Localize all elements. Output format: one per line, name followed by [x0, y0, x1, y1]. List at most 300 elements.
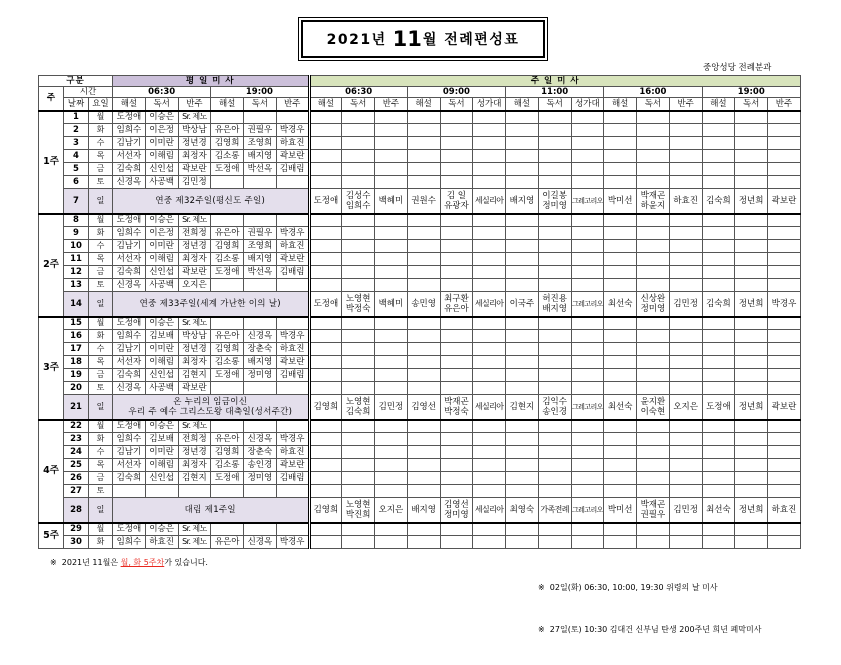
sunday-0900-commentary-cell: 김영선 — [407, 395, 440, 420]
date-cell: 4 — [64, 150, 89, 163]
sunday-1600-accompaniment-cell — [669, 150, 702, 163]
weekday-1900-reading-cell — [244, 176, 277, 189]
weekday-1900-reading-cell — [244, 382, 277, 395]
sunday-0630-accompaniment-cell — [375, 523, 408, 536]
sunday-0900-reading-cell — [440, 356, 473, 369]
sunday-0900-choir-cell — [473, 356, 506, 369]
weekday-1900-accompaniment-cell: 박경우 — [276, 536, 309, 549]
sunday-1600-commentary-cell — [604, 330, 637, 343]
weekday-row — [39, 111, 801, 124]
sunday-1100-reading-cell — [538, 317, 571, 330]
sunday-0900-commentary-cell — [407, 536, 440, 549]
fifth-week-highlight: 월, 화 5주차 — [120, 558, 165, 567]
day-cell: 수 — [89, 446, 113, 459]
sunday-0630-reading-cell — [342, 240, 375, 253]
sunday-1900-accompaniment-cell — [768, 150, 801, 163]
sunday-1100-commentary-cell: 김현지 — [506, 395, 539, 420]
weekday-1900-accompaniment-cell: 곽보란 — [276, 459, 309, 472]
sunday-1600-reading-cell — [637, 253, 670, 266]
sunday-1600-accompaniment-cell — [669, 176, 702, 189]
header-sunday-role-commentary: 해설 — [506, 98, 539, 111]
sunday-1600-accompaniment-cell — [669, 446, 702, 459]
sunday-0630-accompaniment-cell — [375, 253, 408, 266]
day-cell: 일 — [89, 189, 113, 214]
sunday-1100-commentary-cell — [506, 137, 539, 150]
sunday-1900-accompaniment-cell — [768, 523, 801, 536]
header-day: 요일 — [89, 98, 113, 111]
sunday-1100-choir-cell — [571, 420, 604, 433]
sunday-1100-choir-cell: 그레고리오 — [571, 498, 604, 523]
weekday-1900-reading-cell: 권필우 — [244, 124, 277, 137]
weekday-row — [39, 382, 801, 395]
sunday-0900-commentary-cell — [407, 343, 440, 356]
sunday-1600-commentary-cell — [604, 111, 637, 124]
sunday-0900-reading-cell — [440, 150, 473, 163]
sunday-0630-accompaniment-cell: 김민정 — [375, 395, 408, 420]
weekday-1900-accompaniment-cell: 박경우 — [276, 227, 309, 240]
name-line: 김성수 — [345, 190, 371, 201]
sunday-1600-accompaniment-cell — [669, 124, 702, 137]
weekday-0630-reading-cell: 신인섭 — [145, 163, 178, 176]
sunday-0630-reading-cell — [342, 446, 375, 459]
name-line: 박재곤 — [640, 499, 666, 510]
sunday-0900-choir-cell: 세실리아 — [473, 498, 506, 523]
sunday-1100-reading-cell — [538, 137, 571, 150]
sunday-0630-accompaniment-cell — [375, 536, 408, 549]
title-month: 11 — [392, 27, 422, 51]
weekday-row — [39, 420, 801, 433]
weekday-1900-accompaniment-cell: 하효진 — [276, 446, 309, 459]
sunday-0900-choir-cell — [473, 536, 506, 549]
sunday-1600-commentary-cell — [604, 459, 637, 472]
weekday-1900-accompaniment-cell: 김배림 — [276, 163, 309, 176]
sunday-1600-reading-cell — [637, 124, 670, 137]
header-sunday-role-reading: 독서 — [440, 98, 473, 111]
sunday-0630-accompaniment-cell — [375, 446, 408, 459]
sunday-1100-commentary-cell: 최영숙 — [506, 498, 539, 523]
sunday-1900-reading-cell — [735, 240, 768, 253]
sunday-1900-reading-cell: 정년희 — [735, 498, 768, 523]
weekday-row — [39, 317, 801, 330]
header-sunday-role-commentary: 해설 — [604, 98, 637, 111]
sunday-0900-reading-cell — [440, 137, 473, 150]
sunday-1600-accompaniment-cell — [669, 369, 702, 382]
weekday-1900-reading-cell: 배지영 — [244, 150, 277, 163]
sunday-0900-choir-cell — [473, 433, 506, 446]
header-sunday-mass: 주 일 미 사 — [309, 76, 800, 87]
weekday-1900-commentary-cell: 유은아 — [211, 124, 244, 137]
name-line: 이길봉 — [542, 190, 567, 201]
day-cell: 금 — [89, 266, 113, 279]
sunday-0900-choir-cell — [473, 124, 506, 137]
header-sunday-time-0900: 09:00 — [407, 87, 505, 98]
date-cell: 7 — [64, 189, 89, 214]
sunday-0630-accompaniment-cell: 오지은 — [375, 498, 408, 523]
sunday-1100-commentary-cell: 배지영 — [506, 189, 539, 214]
sunday-1100-reading-cell — [538, 176, 571, 189]
sunday-1900-accompaniment-cell — [768, 279, 801, 292]
name-line: 이숙현 — [640, 406, 666, 417]
weekday-1900-accompaniment-cell: 박경우 — [276, 433, 309, 446]
name-line: 박정숙 — [444, 406, 469, 417]
weekday-1900-commentary-cell — [211, 279, 244, 292]
sunday-0900-commentary-cell — [407, 356, 440, 369]
date-cell: 30 — [64, 536, 89, 549]
sunday-0900-reading-cell — [440, 330, 473, 343]
header-sunday-role-choir: 성가대 — [571, 98, 604, 111]
sunday-0900-commentary-cell — [407, 279, 440, 292]
weekday-row — [39, 266, 801, 279]
name-line: 박재곤 — [640, 190, 666, 201]
sunday-1900-accompaniment-cell — [768, 343, 801, 356]
sunday-1600-reading-cell — [637, 317, 670, 330]
sunday-1100-commentary-cell — [506, 227, 539, 240]
sunday-row — [39, 395, 801, 420]
sunday-1900-commentary-cell — [702, 253, 735, 266]
weekday-0630-reading-cell: 신인섭 — [145, 472, 178, 485]
sunday-0630-accompaniment-cell — [375, 330, 408, 343]
sunday-1900-accompaniment-cell — [768, 485, 801, 498]
header-category: 구분 — [39, 76, 113, 87]
sunday-1900-reading-cell: 정년희 — [735, 189, 768, 214]
sunday-0630-reading-cell — [342, 523, 375, 536]
date-cell: 18 — [64, 356, 89, 369]
sunday-0630-reading-cell — [342, 395, 375, 420]
sunday-0630-reading-cell — [342, 253, 375, 266]
sunday-0900-choir-cell — [473, 253, 506, 266]
sunday-0630-commentary-cell — [309, 214, 342, 227]
schedule-sheet — [38, 75, 800, 634]
sunday-0900-reading-cell — [440, 395, 473, 420]
sunday-0900-reading-cell — [440, 292, 473, 317]
weekday-0630-commentary-cell: 도정애 — [113, 523, 146, 536]
sunday-1900-reading-cell — [735, 111, 768, 124]
sunday-1900-accompaniment-cell — [768, 536, 801, 549]
day-cell: 금 — [89, 163, 113, 176]
weekday-0630-commentary-cell: 김숙희 — [113, 472, 146, 485]
date-cell: 14 — [64, 292, 89, 317]
weekday-0630-reading-cell: 이해림 — [145, 459, 178, 472]
name-line: 김 일 — [446, 190, 466, 201]
sunday-1600-accompaniment-cell: 김민정 — [669, 292, 702, 317]
sunday-1600-commentary-cell — [604, 227, 637, 240]
weekday-1900-commentary-cell: 도정애 — [211, 163, 244, 176]
feast-title-line: 대림 제1주일 — [184, 504, 236, 515]
sunday-0900-commentary-cell — [407, 240, 440, 253]
weekday-0630-accompaniment-cell: 정년경 — [178, 446, 211, 459]
sunday-1100-choir-cell — [571, 536, 604, 549]
weekday-row — [39, 240, 801, 253]
day-cell: 월 — [89, 214, 113, 227]
sunday-0630-commentary-cell — [309, 124, 342, 137]
sunday-1600-reading-cell — [637, 523, 670, 536]
sunday-0630-reading-cell — [342, 137, 375, 150]
weekday-0630-accompaniment-cell: 오지은 — [178, 279, 211, 292]
sunday-1100-reading-cell — [538, 446, 571, 459]
name-line: 유광자 — [444, 200, 469, 211]
sunday-1600-reading-cell — [637, 330, 670, 343]
sunday-1900-commentary-cell — [702, 317, 735, 330]
date-cell: 3 — [64, 137, 89, 150]
weekday-1900-commentary-cell: 유은아 — [211, 330, 244, 343]
name-line: 권필우 — [640, 509, 666, 520]
sunday-1100-commentary-cell — [506, 420, 539, 433]
sunday-1600-accompaniment-cell — [669, 433, 702, 446]
week-label: 2주 — [39, 214, 64, 317]
sunday-1600-reading-cell — [637, 433, 670, 446]
sunday-1600-accompaniment-cell: 오지은 — [669, 395, 702, 420]
weekday-0630-commentary-cell: 서선자 — [113, 253, 146, 266]
weekday-row — [39, 485, 801, 498]
day-cell: 토 — [89, 176, 113, 189]
weekday-1900-commentary-cell — [211, 382, 244, 395]
date-cell: 29 — [64, 523, 89, 536]
header-sunday-role-reading: 독서 — [538, 98, 571, 111]
sunday-1600-accompaniment-cell — [669, 111, 702, 124]
sunday-row — [39, 498, 801, 523]
sunday-1100-choir-cell — [571, 137, 604, 150]
sunday-0900-choir-cell — [473, 279, 506, 292]
weekday-row — [39, 459, 801, 472]
sunday-0900-commentary-cell — [407, 523, 440, 536]
sunday-1100-reading-cell — [538, 420, 571, 433]
sunday-1900-reading-cell — [735, 446, 768, 459]
date-cell: 16 — [64, 330, 89, 343]
header-weekday-role-reading: 독서 — [244, 98, 277, 111]
sunday-0630-reading-cell — [342, 124, 375, 137]
sunday-1600-commentary-cell — [604, 369, 637, 382]
sunday-1100-commentary-cell — [506, 485, 539, 498]
weekday-0630-accompaniment-cell: 최정자 — [178, 459, 211, 472]
sunday-0900-choir-cell: 세실리아 — [473, 189, 506, 214]
weekday-0630-accompaniment-cell — [178, 485, 211, 498]
weekday-1900-accompaniment-cell — [276, 485, 309, 498]
weekday-0630-accompaniment-cell: Sr. 제노 — [178, 317, 211, 330]
sunday-0900-reading-cell — [440, 498, 473, 523]
weekday-row — [39, 279, 801, 292]
sunday-0630-reading-cell — [342, 214, 375, 227]
weekday-0630-commentary-cell: 도정애 — [113, 420, 146, 433]
sunday-1600-commentary-cell: 최선숙 — [604, 292, 637, 317]
sunday-0630-commentary-cell — [309, 446, 342, 459]
sunday-0630-commentary-cell — [309, 240, 342, 253]
sunday-0630-commentary-cell — [309, 253, 342, 266]
sunday-0630-accompaniment-cell — [375, 343, 408, 356]
sunday-1100-commentary-cell — [506, 253, 539, 266]
day-cell: 수 — [89, 137, 113, 150]
sunday-1600-accompaniment-cell — [669, 420, 702, 433]
sunday-1100-reading-cell — [538, 214, 571, 227]
weekday-0630-accompaniment-cell: 김민정 — [178, 176, 211, 189]
day-cell: 목 — [89, 253, 113, 266]
date-cell: 9 — [64, 227, 89, 240]
weekday-0630-commentary-cell: 도정애 — [113, 214, 146, 227]
sunday-0630-accompaniment-cell — [375, 279, 408, 292]
sunday-1900-reading-cell — [735, 382, 768, 395]
sunday-1600-reading-cell — [637, 227, 670, 240]
weekday-0630-reading-cell: 김보배 — [145, 330, 178, 343]
name-line: 노영현 — [345, 293, 371, 304]
weekday-0630-accompaniment-cell: 정년경 — [178, 137, 211, 150]
sunday-0630-commentary-cell: 김영희 — [309, 498, 342, 523]
sunday-1600-accompaniment-cell — [669, 266, 702, 279]
weekday-0630-reading-cell: 이해림 — [145, 253, 178, 266]
name-line: 정미영 — [542, 200, 567, 211]
sunday-row — [39, 189, 801, 214]
sunday-1900-accompaniment-cell — [768, 240, 801, 253]
sunday-0900-choir-cell — [473, 472, 506, 485]
sunday-1600-reading-cell — [637, 485, 670, 498]
date-cell: 21 — [64, 395, 89, 420]
sunday-0630-reading-cell — [342, 176, 375, 189]
sunday-1100-reading-cell — [538, 459, 571, 472]
weekday-0630-reading-cell: 이미란 — [145, 343, 178, 356]
sunday-1600-reading-cell — [637, 472, 670, 485]
weekday-1900-accompaniment-cell: 하효진 — [276, 137, 309, 150]
sunday-1100-choir-cell — [571, 433, 604, 446]
sunday-1600-commentary-cell: 박미선 — [604, 498, 637, 523]
sunday-0900-commentary-cell — [407, 472, 440, 485]
sunday-1100-commentary-cell — [506, 163, 539, 176]
weekday-row — [39, 356, 801, 369]
sunday-0900-choir-cell — [473, 150, 506, 163]
name-line: 배지영 — [542, 303, 567, 314]
sunday-1100-commentary-cell — [506, 459, 539, 472]
sunday-0900-choir-cell — [473, 227, 506, 240]
weekday-1900-commentary-cell: 유은아 — [211, 227, 244, 240]
sunday-0900-choir-cell — [473, 266, 506, 279]
sunday-0630-accompaniment-cell — [375, 227, 408, 240]
name-line: 박재곤 — [444, 396, 469, 407]
sunday-1900-accompaniment-cell: 하효진 — [768, 498, 801, 523]
weekday-1900-accompaniment-cell: 하효진 — [276, 240, 309, 253]
sunday-0900-reading-cell — [440, 189, 473, 214]
weekday-1900-commentary-cell — [211, 420, 244, 433]
weekday-0630-accompaniment-cell: 최정자 — [178, 150, 211, 163]
sunday-1900-reading-cell: 정년희 — [735, 292, 768, 317]
weekday-row — [39, 137, 801, 150]
sunday-1100-choir-cell — [571, 317, 604, 330]
weekday-1900-reading-cell: 조영희 — [244, 137, 277, 150]
sunday-1100-choir-cell — [571, 240, 604, 253]
sunday-0900-reading-cell — [440, 433, 473, 446]
header-sunday-role-choir: 성가대 — [473, 98, 506, 111]
sunday-0630-commentary-cell — [309, 523, 342, 536]
sunday-1600-commentary-cell — [604, 150, 637, 163]
weekday-0630-reading-cell: 신인섭 — [145, 266, 178, 279]
weekday-0630-reading-cell — [145, 485, 178, 498]
sunday-1600-accompaniment-cell — [669, 343, 702, 356]
sunday-0630-commentary-cell — [309, 227, 342, 240]
sunday-0630-reading-cell — [342, 459, 375, 472]
header-date: 날짜 — [64, 98, 89, 111]
weekday-0630-accompaniment-cell: 곽보란 — [178, 382, 211, 395]
sunday-1100-commentary-cell — [506, 150, 539, 163]
sunday-0630-commentary-cell: 김영희 — [309, 395, 342, 420]
sunday-1600-reading-cell — [637, 382, 670, 395]
weekday-0630-reading-cell: 이승은 — [145, 523, 178, 536]
header-sunday-time-0630: 06:30 — [309, 87, 407, 98]
day-cell: 목 — [89, 356, 113, 369]
weekday-row — [39, 176, 801, 189]
weekday-1900-commentary-cell: 도정애 — [211, 472, 244, 485]
weekday-1900-commentary-cell: 김소롱 — [211, 253, 244, 266]
sunday-1100-choir-cell — [571, 459, 604, 472]
date-cell: 2 — [64, 124, 89, 137]
sunday-1900-accompaniment-cell — [768, 176, 801, 189]
sunday-1600-reading-cell — [637, 163, 670, 176]
sunday-0900-reading-cell — [440, 446, 473, 459]
sunday-0900-reading-cell — [440, 266, 473, 279]
sunday-0900-reading-cell — [440, 420, 473, 433]
special-mass-note: ※ 02일(화) 06:30, 10:00, 19:30 위령의 날 미사 — [538, 583, 718, 592]
header-weekday-time-0630: 06:30 — [113, 87, 211, 98]
header-sunday-role-commentary: 해설 — [309, 98, 342, 111]
sunday-1900-commentary-cell — [702, 227, 735, 240]
sunday-1100-reading-cell — [538, 343, 571, 356]
sunday-1900-commentary-cell — [702, 137, 735, 150]
sunday-1100-commentary-cell — [506, 382, 539, 395]
date-cell: 13 — [64, 279, 89, 292]
sunday-1100-commentary-cell — [506, 214, 539, 227]
sunday-1600-accompaniment-cell — [669, 227, 702, 240]
sunday-1600-accompaniment-cell — [669, 240, 702, 253]
weekday-0630-commentary-cell: 서선자 — [113, 459, 146, 472]
sunday-1100-reading-cell — [538, 124, 571, 137]
weekday-1900-accompaniment-cell: 곽보란 — [276, 253, 309, 266]
weekday-1900-accompaniment-cell: 곽보란 — [276, 150, 309, 163]
sunday-1900-commentary-cell — [702, 240, 735, 253]
sunday-1600-accompaniment-cell — [669, 330, 702, 343]
sunday-0630-accompaniment-cell — [375, 420, 408, 433]
weekday-1900-reading-cell: 권필우 — [244, 227, 277, 240]
sunday-1100-reading-cell — [538, 382, 571, 395]
weekday-1900-reading-cell — [244, 317, 277, 330]
title-frame — [298, 17, 548, 61]
weekday-0630-commentary-cell: 신경옥 — [113, 176, 146, 189]
header-weekday-mass: 평 일 미 사 — [113, 76, 310, 87]
weekday-1900-accompaniment-cell: 김배림 — [276, 369, 309, 382]
sunday-1600-reading-cell — [637, 343, 670, 356]
sunday-0630-accompaniment-cell — [375, 459, 408, 472]
sunday-1600-accompaniment-cell — [669, 279, 702, 292]
name-line: 송인경 — [542, 406, 567, 417]
sunday-1900-commentary-cell: 최선숙 — [702, 498, 735, 523]
weekday-0630-accompaniment-cell: 박상남 — [178, 330, 211, 343]
day-cell: 토 — [89, 279, 113, 292]
sunday-0630-reading-cell — [342, 498, 375, 523]
weekday-0630-commentary-cell: 김숙희 — [113, 163, 146, 176]
sunday-1900-commentary-cell — [702, 433, 735, 446]
weekday-1900-accompaniment-cell: 곽보란 — [276, 356, 309, 369]
weekday-0630-reading-cell: 이은정 — [145, 124, 178, 137]
sunday-1600-reading-cell — [637, 356, 670, 369]
weekday-0630-accompaniment-cell: 최정자 — [178, 356, 211, 369]
sunday-0900-reading-cell — [440, 459, 473, 472]
day-cell: 금 — [89, 369, 113, 382]
sunday-0630-accompaniment-cell — [375, 369, 408, 382]
day-cell: 화 — [89, 124, 113, 137]
sunday-1600-accompaniment-cell — [669, 163, 702, 176]
sunday-0900-reading-cell — [440, 523, 473, 536]
weekday-0630-reading-cell: 이승은 — [145, 317, 178, 330]
weekday-row — [39, 227, 801, 240]
fifth-week-note-suffix: 가 있습니다. — [164, 558, 208, 567]
header-sunday-time-1600: 16:00 — [604, 87, 702, 98]
weekday-1900-accompaniment-cell — [276, 214, 309, 227]
weekday-1900-accompaniment-cell: 박경우 — [276, 330, 309, 343]
weekday-1900-accompaniment-cell — [276, 317, 309, 330]
